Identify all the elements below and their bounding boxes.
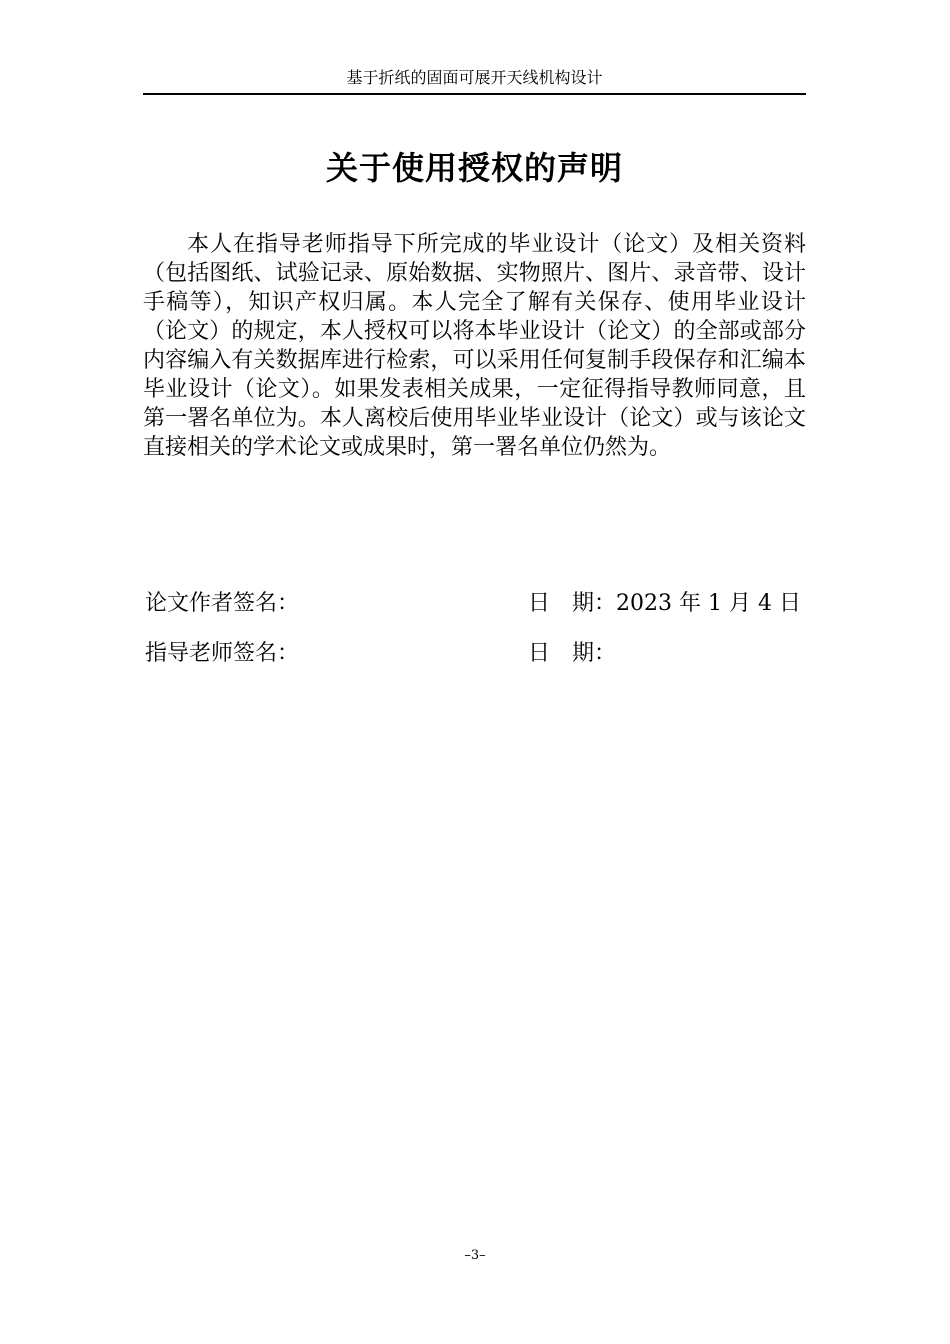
author-date-value: 2023 年 1 月 4 日 [616, 591, 801, 616]
advisor-date [528, 638, 616, 670]
author-signature-row [143, 588, 806, 620]
page-title: 关于使用授权的声明 [325, 149, 623, 187]
advisor-date-label: 日 期： [528, 641, 617, 666]
advisor-signature-row [143, 638, 806, 670]
declaration-paragraph: 本人在指导老师指导下所完成的毕业设计（论文）及相关资料（包括图纸、试验记录、原始数据、实物照片、图片、录音带、设计手稿等），知识产权归属。本人完全了解有关保存、使用毕业设计（论文）的规定，本人授权可以将本毕业设计（论文）的全部或部分内容编入有关数据库进行检索，可以采用任何复制手段保存和汇编本毕业设计（论文）。如果发表相关成果，一定征得指导教师同意，且第一署名单位为。本人离校后使用毕业毕业设计（论文）或与该论文直接相关的学术论文或成果时，第一署名单位仍然为。 [143, 232, 806, 460]
advisor-signature-label: 指导老师签名： [145, 641, 300, 666]
running-header-title: 基于折纸的固面可展开天线机构设计 [346, 68, 603, 87]
running-header [143, 66, 806, 95]
author-signature-label: 论文作者签名： [145, 591, 300, 616]
page-number: –3– [464, 1248, 486, 1263]
author-date [528, 588, 801, 620]
author-date-label: 日 期： [528, 591, 617, 616]
